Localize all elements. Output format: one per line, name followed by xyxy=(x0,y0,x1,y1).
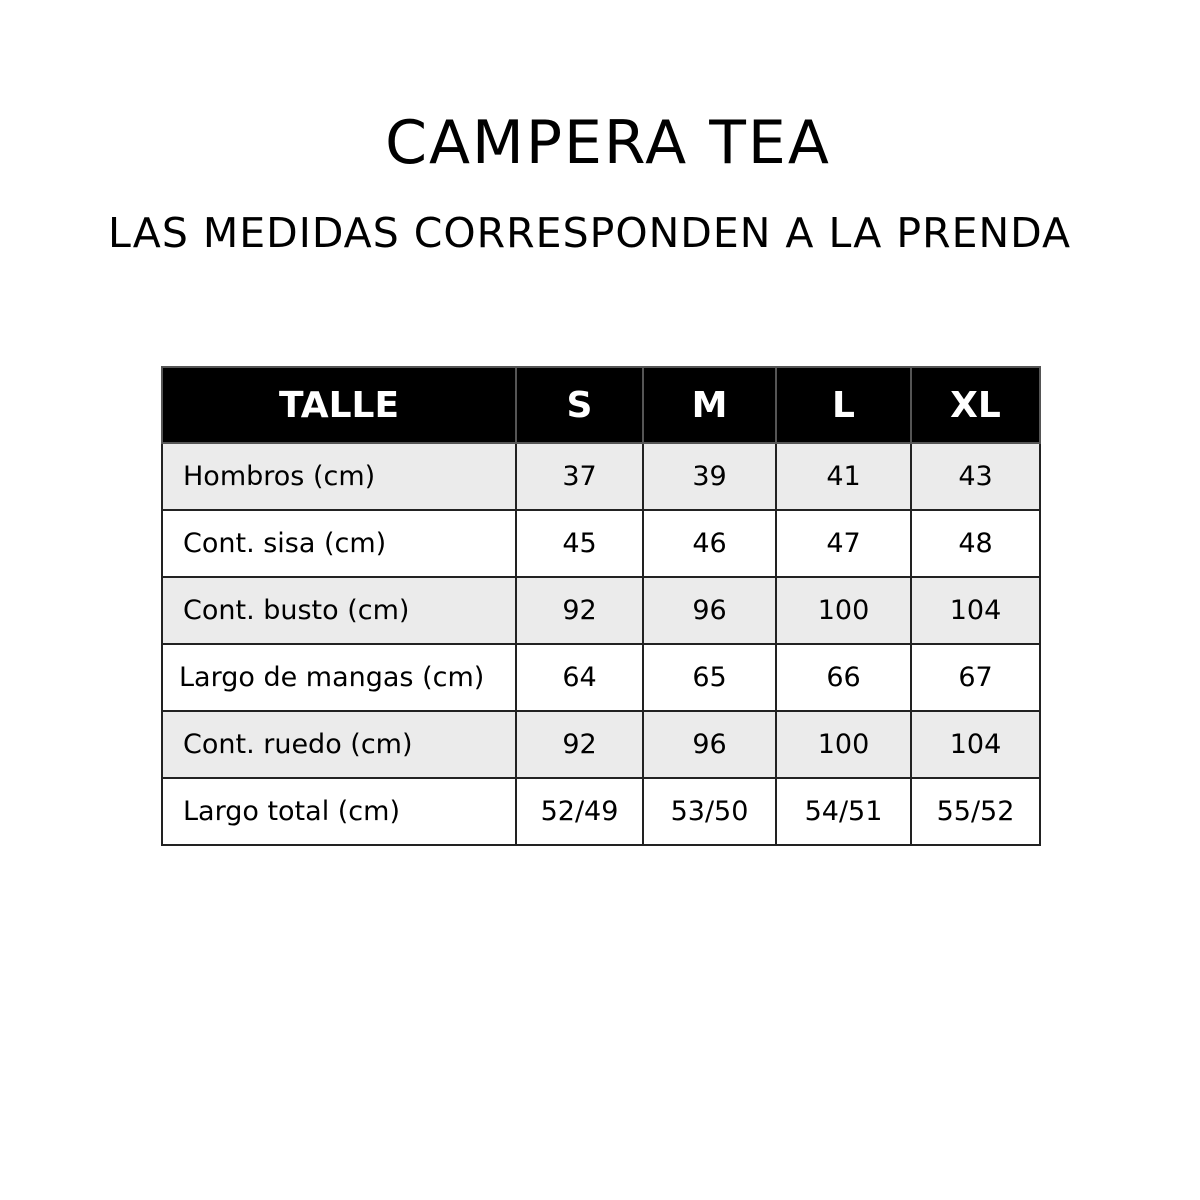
cell-l: 66 xyxy=(776,644,911,711)
page-subtitle: LAS MEDIDAS CORRESPONDEN A LA PRENDA xyxy=(108,209,1072,257)
row-label: Largo total (cm) xyxy=(162,778,516,845)
cell-m: 65 xyxy=(643,644,776,711)
table-row-hombros xyxy=(162,443,1040,510)
cell-s: 64 xyxy=(516,644,643,711)
cell-s: 92 xyxy=(516,711,643,778)
header-talle: TALLE xyxy=(162,367,516,443)
cell-m: 96 xyxy=(643,577,776,644)
table-row-sisa xyxy=(162,510,1040,577)
cell-l: 54/51 xyxy=(776,778,911,845)
page-title: CAMPERA TEA xyxy=(385,108,831,178)
cell-s: 52/49 xyxy=(516,778,643,845)
cell-s: 92 xyxy=(516,577,643,644)
header-size-l: L xyxy=(776,367,911,443)
cell-xl: 43 xyxy=(911,443,1040,510)
cell-m: 96 xyxy=(643,711,776,778)
cell-s: 45 xyxy=(516,510,643,577)
cell-m: 46 xyxy=(643,510,776,577)
header-size-s: S xyxy=(516,367,643,443)
cell-l: 100 xyxy=(776,711,911,778)
table-row-mangas xyxy=(162,644,1040,711)
cell-m: 39 xyxy=(643,443,776,510)
header-size-xl: XL xyxy=(911,367,1040,443)
cell-l: 100 xyxy=(776,577,911,644)
table-row-largo-total xyxy=(162,778,1040,845)
header-size-m: M xyxy=(643,367,776,443)
cell-l: 41 xyxy=(776,443,911,510)
cell-xl: 48 xyxy=(911,510,1040,577)
cell-m: 53/50 xyxy=(643,778,776,845)
size-chart-table xyxy=(161,366,1041,846)
cell-l: 47 xyxy=(776,510,911,577)
row-label: Cont. busto (cm) xyxy=(162,577,516,644)
row-label: Cont. ruedo (cm) xyxy=(162,711,516,778)
row-label: Largo de mangas (cm) xyxy=(162,644,516,711)
table-row-ruedo xyxy=(162,711,1040,778)
table-row-busto xyxy=(162,577,1040,644)
cell-s: 37 xyxy=(516,443,643,510)
cell-xl: 104 xyxy=(911,711,1040,778)
row-label: Cont. sisa (cm) xyxy=(162,510,516,577)
table-header-row xyxy=(162,367,1040,443)
cell-xl: 67 xyxy=(911,644,1040,711)
row-label: Hombros (cm) xyxy=(162,443,516,510)
cell-xl: 55/52 xyxy=(911,778,1040,845)
cell-xl: 104 xyxy=(911,577,1040,644)
